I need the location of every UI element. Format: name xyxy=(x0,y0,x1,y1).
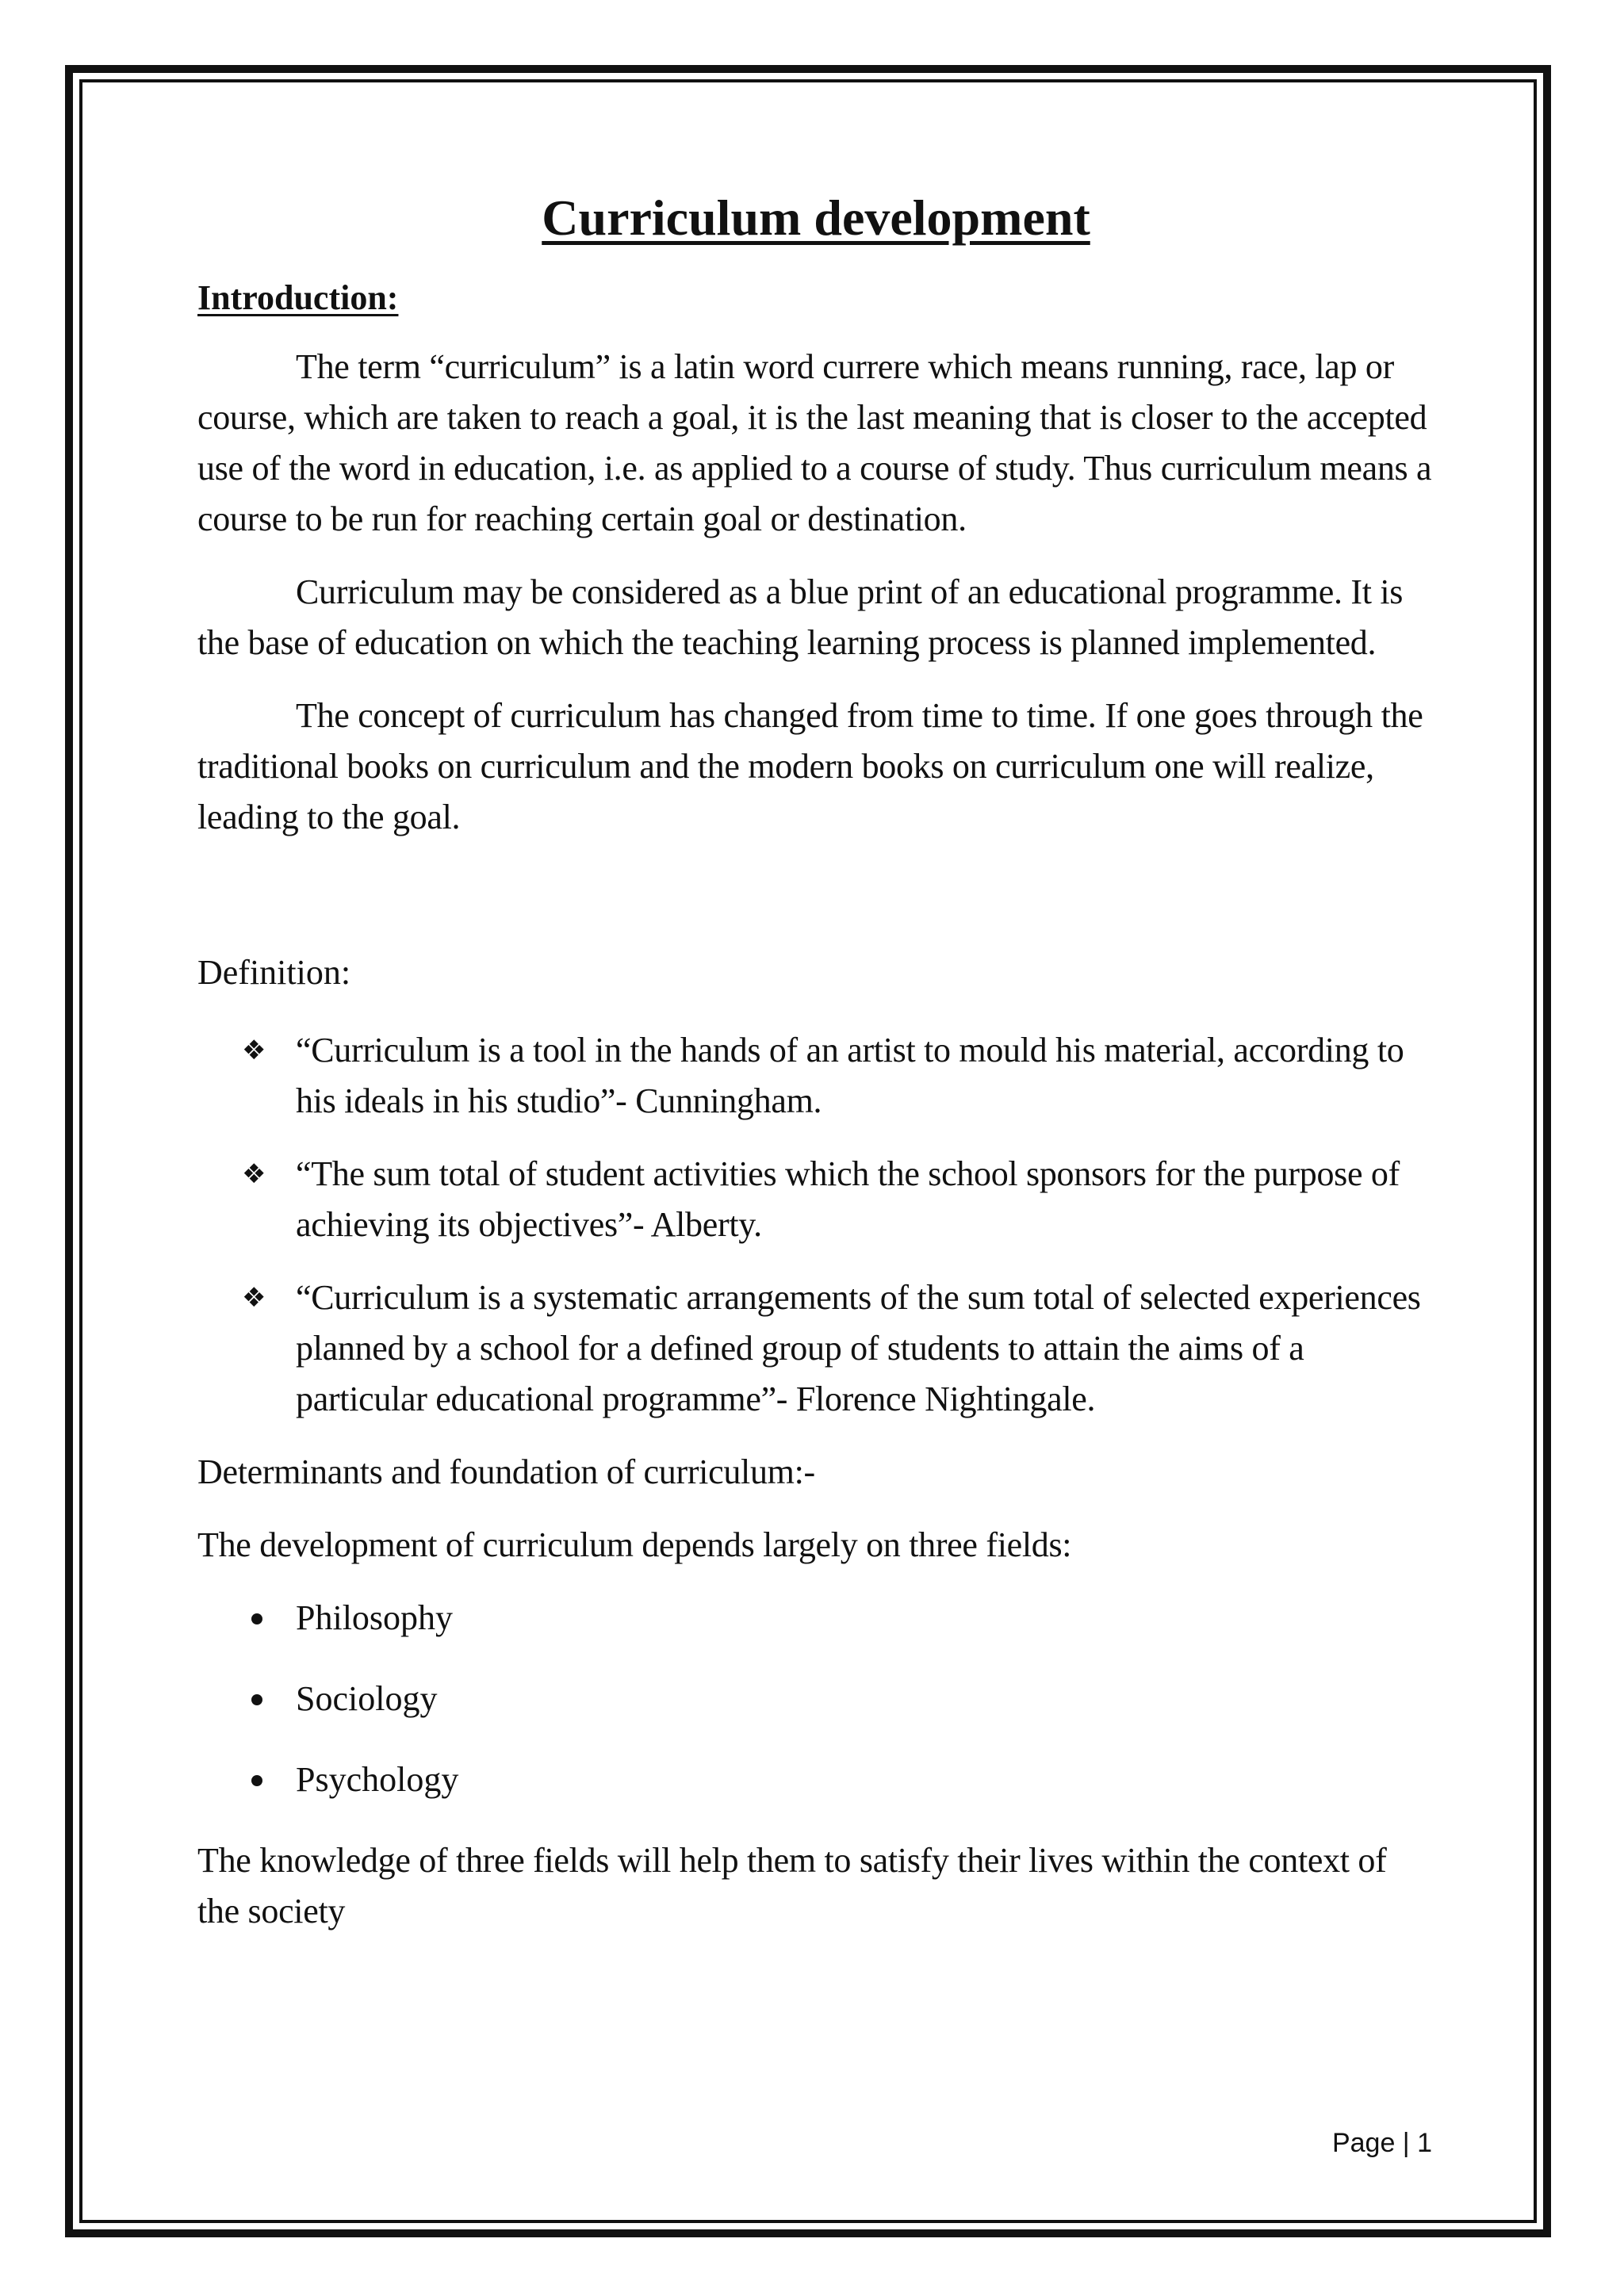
field-item xyxy=(197,1755,1434,1805)
determinants-intro: The development of curriculum depends largely on three fields: xyxy=(197,1525,1072,1565)
diamond-bullet-icon: ❖ xyxy=(242,1158,266,1191)
diamond-bullet-icon: ❖ xyxy=(242,1282,266,1314)
definition-item xyxy=(197,1272,1434,1425)
field-item xyxy=(197,1593,1434,1644)
intro-paragraph-1: The term “curriculum” is a latin word currere which means running, race, lap or course, which are taken to reach a goal, it is the last meaning that is closer to the accepted use of the word in education, i.e. as applied to a course of study. Thus curriculum means a course to be run for reaching certain goal or destination. xyxy=(197,347,1432,539)
bullet-dot-icon xyxy=(251,1775,262,1786)
definition-text: “Curriculum is a tool in the hands of an artist to mould his material, according to his ideals in his studio”- Cunningham. xyxy=(296,1031,1404,1121)
field-item xyxy=(197,1674,1434,1724)
determinants-conclusion: The knowledge of three fields will help them to satisfy their lives within the context of the society xyxy=(197,1841,1387,1931)
section-spacer xyxy=(197,865,1434,947)
fields-list xyxy=(197,1593,1434,1805)
intro-paragraph-2: Curriculum may be considered as a blue print of an educational programme. It is the base of education on which the teaching learning process is planned implemented. xyxy=(197,572,1404,663)
page-number: Page | 1 xyxy=(1331,2128,1432,2158)
field-label: Psychology xyxy=(296,1760,459,1800)
definition-item xyxy=(197,1025,1434,1127)
bullet-dot-icon xyxy=(251,1694,262,1705)
diamond-bullet-icon: ❖ xyxy=(242,1035,266,1067)
document-title: Curriculum development xyxy=(542,189,1090,246)
definition-text: “The sum total of student activities which the school sponsors for the purpose of achieving its objectives”- Alberty. xyxy=(296,1154,1400,1245)
bullet-dot-icon xyxy=(251,1613,262,1624)
field-label: Sociology xyxy=(296,1679,438,1719)
field-label: Philosophy xyxy=(296,1598,454,1638)
determinants-heading: Determinants and foundation of curriculum:- xyxy=(197,1452,815,1492)
definition-text: “Curriculum is a systematic arrangements of the sum total of selected experiences planned by a school for a defined group of students to attain the aims of a particular educational programme”- Florence Nightingale. xyxy=(296,1278,1421,1419)
definition-item xyxy=(197,1149,1434,1250)
intro-paragraph-3: The concept of curriculum has changed from time to time. If one goes through the traditional books on curriculum and the modern books on curriculum one will realize, leading to the goal. xyxy=(197,696,1423,837)
document-body xyxy=(197,190,1434,1959)
definition-list xyxy=(197,1025,1434,1425)
introduction-heading: Introduction: xyxy=(197,278,399,318)
definition-heading: Definition: xyxy=(197,953,351,993)
